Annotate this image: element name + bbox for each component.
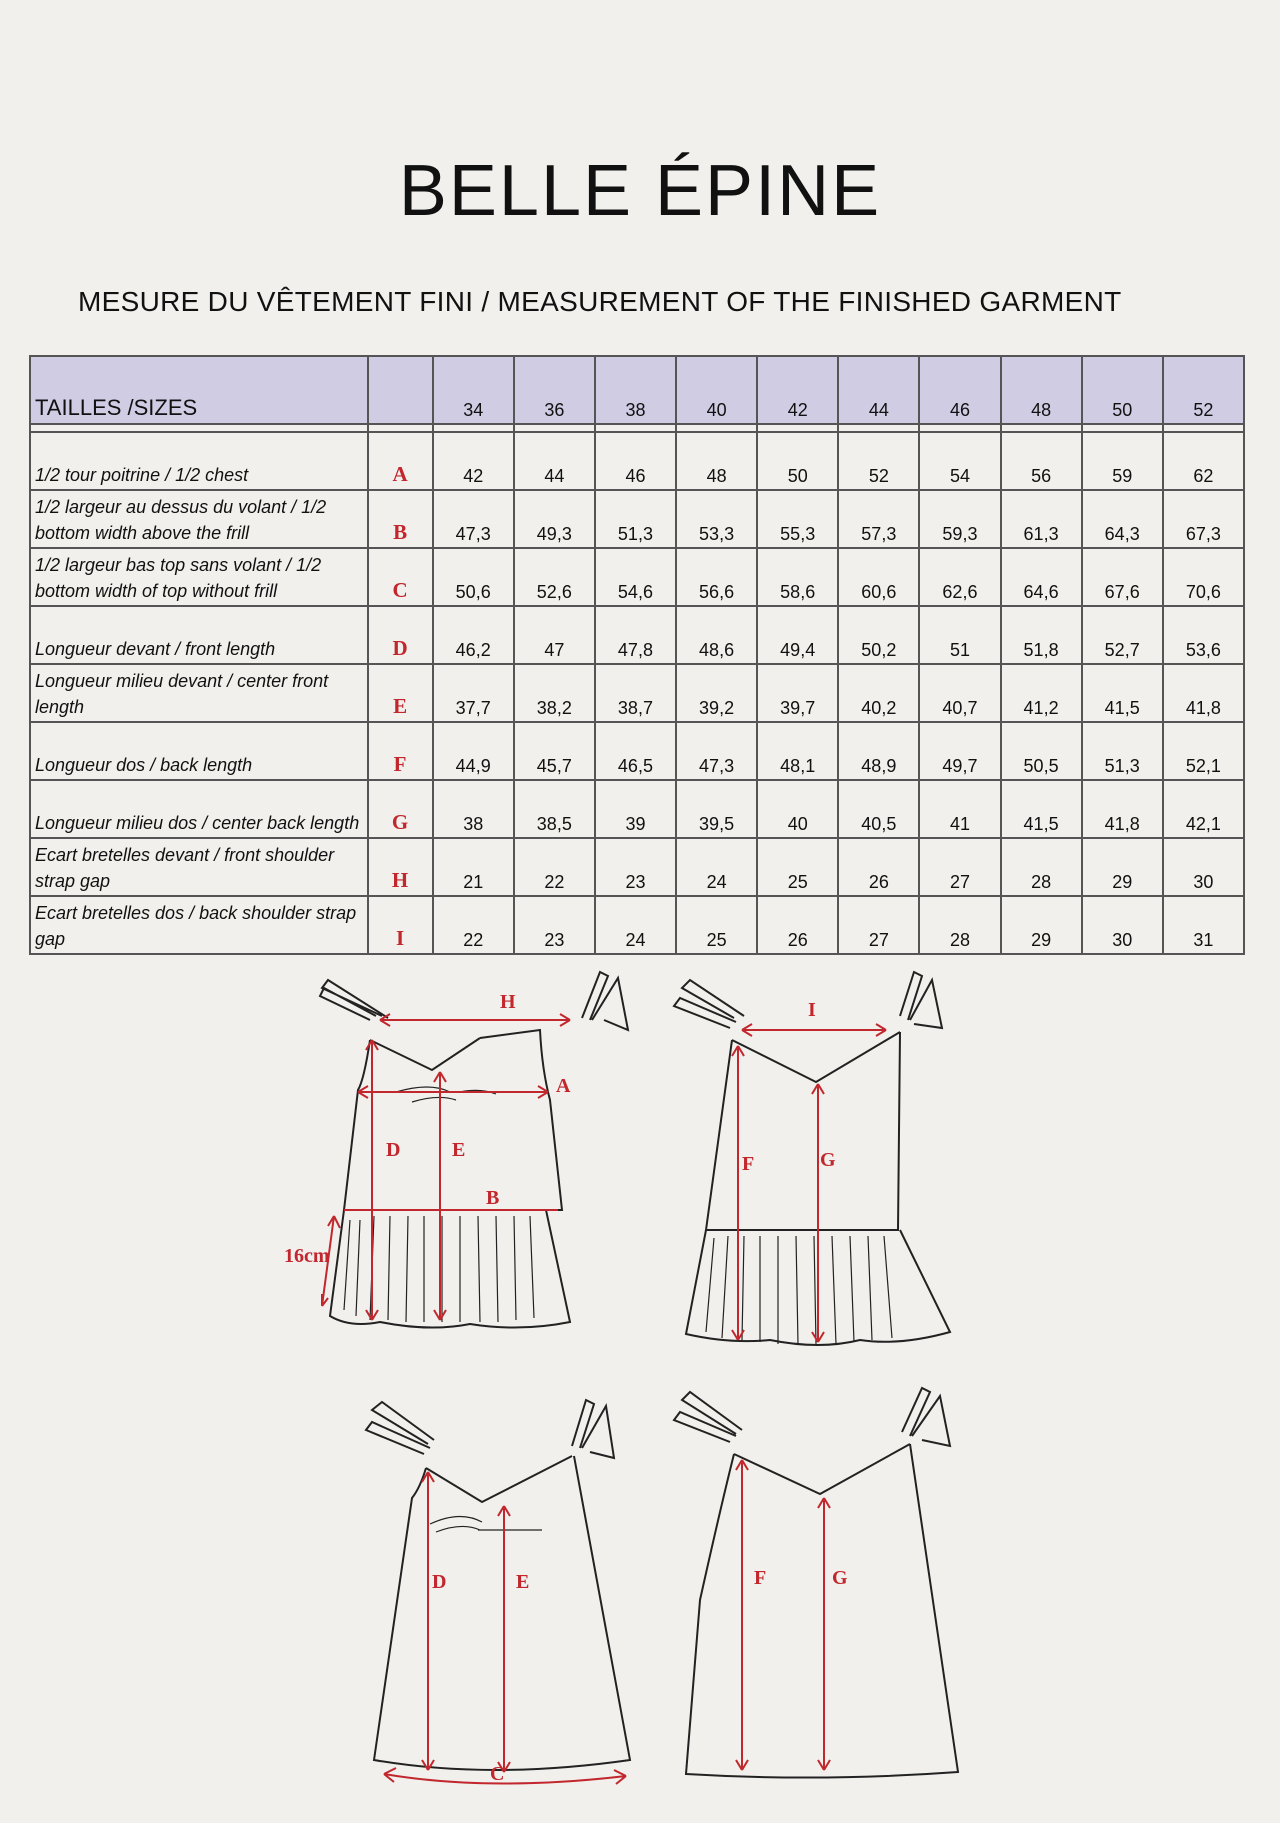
measurement-code: D bbox=[368, 606, 433, 664]
measurement-value: 39,5 bbox=[676, 780, 757, 838]
measurement-value: 24 bbox=[595, 896, 676, 954]
table-row bbox=[30, 722, 1244, 780]
measurement-value: 48,6 bbox=[676, 606, 757, 664]
measurement-label: Ecart bretelles devant / front shoulder strap gap bbox=[30, 838, 368, 896]
measurement-value: 38,7 bbox=[595, 664, 676, 722]
measurement-value: 52,7 bbox=[1082, 606, 1163, 664]
measurement-value: 67,3 bbox=[1163, 490, 1244, 548]
measurement-value: 40,7 bbox=[919, 664, 1000, 722]
measurement-code: C bbox=[368, 548, 433, 606]
spacer-cell bbox=[595, 424, 676, 432]
measurement-value: 64,6 bbox=[1001, 548, 1082, 606]
page-title: BELLE ÉPINE bbox=[398, 151, 882, 231]
spacer-cell bbox=[1082, 424, 1163, 432]
spacer-cell bbox=[919, 424, 1000, 432]
measurement-value: 46,5 bbox=[595, 722, 676, 780]
spacer-cell bbox=[676, 424, 757, 432]
measurement-value: 23 bbox=[514, 896, 595, 954]
measurement-value: 24 bbox=[676, 838, 757, 896]
measurement-value: 53,6 bbox=[1163, 606, 1244, 664]
diagram-label-G-2: G bbox=[832, 1567, 848, 1589]
diagram-label-C: C bbox=[490, 1763, 505, 1785]
measurement-value: 41 bbox=[919, 780, 1000, 838]
measurement-value: 40 bbox=[757, 780, 838, 838]
measurement-value: 44 bbox=[514, 432, 595, 490]
table-row bbox=[30, 896, 1244, 954]
measurement-value: 48 bbox=[676, 432, 757, 490]
measurement-value: 50 bbox=[757, 432, 838, 490]
measurement-value: 29 bbox=[1082, 838, 1163, 896]
measurement-value: 21 bbox=[433, 838, 514, 896]
measurement-value: 56,6 bbox=[676, 548, 757, 606]
measurement-value: 28 bbox=[919, 896, 1000, 954]
measurement-value: 58,6 bbox=[757, 548, 838, 606]
diagram-label-A: A bbox=[556, 1075, 571, 1097]
diagram-label-D: D bbox=[386, 1139, 401, 1161]
measurement-value: 26 bbox=[838, 838, 919, 896]
size-header-cell: 36 bbox=[514, 356, 595, 424]
size-header-cell: 38 bbox=[595, 356, 676, 424]
spacer-cell bbox=[1163, 424, 1244, 432]
measurement-label: Ecart bretelles dos / back shoulder strap gap bbox=[30, 896, 368, 954]
table-header-row bbox=[30, 356, 1244, 424]
table-row bbox=[30, 838, 1244, 896]
measurement-value: 38 bbox=[433, 780, 514, 838]
spacer-cell bbox=[433, 424, 514, 432]
measurement-value: 49,3 bbox=[514, 490, 595, 548]
table-row bbox=[30, 606, 1244, 664]
size-header-cell: 48 bbox=[1001, 356, 1082, 424]
measurement-value: 27 bbox=[919, 838, 1000, 896]
diagram-label-I: I bbox=[808, 999, 816, 1021]
measurement-value: 25 bbox=[757, 838, 838, 896]
measurement-value: 52,6 bbox=[514, 548, 595, 606]
diagram-label-E-2: E bbox=[516, 1571, 530, 1593]
measurement-value: 62,6 bbox=[919, 548, 1000, 606]
measurement-value: 51,8 bbox=[1001, 606, 1082, 664]
measurement-label: Longueur milieu devant / center front length bbox=[30, 664, 368, 722]
measurement-value: 47,3 bbox=[433, 490, 514, 548]
measurement-value: 70,6 bbox=[1163, 548, 1244, 606]
diagram-label-F: F bbox=[742, 1153, 755, 1175]
measurement-value: 44,9 bbox=[433, 722, 514, 780]
measurement-value: 30 bbox=[1082, 896, 1163, 954]
measurement-value: 39,2 bbox=[676, 664, 757, 722]
measurement-value: 51 bbox=[919, 606, 1000, 664]
measurement-value: 60,6 bbox=[838, 548, 919, 606]
size-header-cell: 40 bbox=[676, 356, 757, 424]
measurement-value: 59 bbox=[1082, 432, 1163, 490]
size-header-cell: 52 bbox=[1163, 356, 1244, 424]
measurement-value: 46,2 bbox=[433, 606, 514, 664]
measurement-value: 46 bbox=[595, 432, 676, 490]
measurement-value: 54 bbox=[919, 432, 1000, 490]
size-table bbox=[29, 355, 1245, 955]
measurement-value: 52 bbox=[838, 432, 919, 490]
size-header-cell: 42 bbox=[757, 356, 838, 424]
diagram-label-B: B bbox=[486, 1187, 500, 1209]
measurement-value: 22 bbox=[514, 838, 595, 896]
measurement-code: G bbox=[368, 780, 433, 838]
table-row bbox=[30, 780, 1244, 838]
table-row bbox=[30, 432, 1244, 490]
measurement-value: 55,3 bbox=[757, 490, 838, 548]
measurement-value: 41,8 bbox=[1163, 664, 1244, 722]
table-row bbox=[30, 490, 1244, 548]
measurement-value: 41,8 bbox=[1082, 780, 1163, 838]
diagram-label-D-2: D bbox=[432, 1571, 447, 1593]
measurement-code: I bbox=[368, 896, 433, 954]
code-header-cell bbox=[368, 356, 433, 424]
spacer-cell bbox=[368, 424, 433, 432]
measurement-value: 31 bbox=[1163, 896, 1244, 954]
measurement-value: 40,2 bbox=[838, 664, 919, 722]
diagram-label-E: E bbox=[452, 1139, 466, 1161]
measurement-label: Longueur dos / back length bbox=[30, 722, 368, 780]
diagram-label-F-2: F bbox=[754, 1567, 767, 1589]
measurement-value: 38,2 bbox=[514, 664, 595, 722]
measurement-value: 26 bbox=[757, 896, 838, 954]
measurement-code: E bbox=[368, 664, 433, 722]
measurement-value: 47,3 bbox=[676, 722, 757, 780]
measurement-code: H bbox=[368, 838, 433, 896]
spacer-cell bbox=[1001, 424, 1082, 432]
measurement-label: 1/2 tour poitrine / 1/2 chest bbox=[30, 432, 368, 490]
measurement-value: 42 bbox=[433, 432, 514, 490]
measurement-value: 49,7 bbox=[919, 722, 1000, 780]
measurement-value: 48,1 bbox=[757, 722, 838, 780]
measurement-label: 1/2 largeur au dessus du volant / 1/2 bottom width above the frill bbox=[30, 490, 368, 548]
measurement-value: 51,3 bbox=[595, 490, 676, 548]
back-diagram bbox=[660, 1370, 980, 1790]
measurement-value: 56 bbox=[1001, 432, 1082, 490]
measurement-value: 30 bbox=[1163, 838, 1244, 896]
measurement-value: 47,8 bbox=[595, 606, 676, 664]
measurement-value: 42,1 bbox=[1163, 780, 1244, 838]
measurement-value: 62 bbox=[1163, 432, 1244, 490]
measurement-value: 22 bbox=[433, 896, 514, 954]
measurement-code: B bbox=[368, 490, 433, 548]
spacer-cell bbox=[757, 424, 838, 432]
front-frill-diagram bbox=[284, 960, 660, 1360]
measurement-value: 51,3 bbox=[1082, 722, 1163, 780]
measurement-value: 49,4 bbox=[757, 606, 838, 664]
spacer-cell bbox=[838, 424, 919, 432]
table-row bbox=[30, 548, 1244, 606]
measurement-value: 28 bbox=[1001, 838, 1082, 896]
frill-height-label: 16cm bbox=[284, 1245, 330, 1267]
measurement-label: Longueur devant / front length bbox=[30, 606, 368, 664]
measurement-value: 50,5 bbox=[1001, 722, 1082, 780]
size-header-cell: 44 bbox=[838, 356, 919, 424]
measurement-value: 39,7 bbox=[757, 664, 838, 722]
measurement-value: 50,6 bbox=[433, 548, 514, 606]
measurement-value: 64,3 bbox=[1082, 490, 1163, 548]
front-diagram bbox=[350, 1380, 650, 1800]
measurement-label: 1/2 largeur bas top sans volant / 1/2 bottom width of top without frill bbox=[30, 548, 368, 606]
measurement-value: 53,3 bbox=[676, 490, 757, 548]
diagram-label-H: H bbox=[500, 991, 516, 1013]
measurement-code: A bbox=[368, 432, 433, 490]
measurement-value: 40,5 bbox=[838, 780, 919, 838]
measurement-value: 48,9 bbox=[838, 722, 919, 780]
diagram-label-G: G bbox=[820, 1149, 836, 1171]
spacer-cell bbox=[514, 424, 595, 432]
measurement-label: Longueur milieu dos / center back length bbox=[30, 780, 368, 838]
table-spacer-row bbox=[30, 424, 1244, 432]
measurement-value: 47 bbox=[514, 606, 595, 664]
measurement-value: 23 bbox=[595, 838, 676, 896]
measurement-value: 67,6 bbox=[1082, 548, 1163, 606]
measurement-value: 39 bbox=[595, 780, 676, 838]
measurement-value: 52,1 bbox=[1163, 722, 1244, 780]
size-header-cell: 46 bbox=[919, 356, 1000, 424]
measurement-value: 25 bbox=[676, 896, 757, 954]
measurement-value: 45,7 bbox=[514, 722, 595, 780]
measurement-value: 41,2 bbox=[1001, 664, 1082, 722]
measurement-code: F bbox=[368, 722, 433, 780]
size-header-cell: 34 bbox=[433, 356, 514, 424]
measurement-value: 54,6 bbox=[595, 548, 676, 606]
measurement-value: 41,5 bbox=[1001, 780, 1082, 838]
section-subtitle: MESURE DU VÊTEMENT FINI / MEASUREMENT OF THE FINISHED GARMENT bbox=[78, 286, 1122, 317]
spacer-cell bbox=[30, 424, 368, 432]
measurement-value: 27 bbox=[838, 896, 919, 954]
measurement-value: 59,3 bbox=[919, 490, 1000, 548]
table-row bbox=[30, 664, 1244, 722]
size-header-cell: 50 bbox=[1082, 356, 1163, 424]
back-frill-diagram bbox=[660, 960, 980, 1360]
sizes-header-label: TAILLES /SIZES bbox=[30, 356, 368, 424]
measurement-value: 50,2 bbox=[838, 606, 919, 664]
measurement-value: 29 bbox=[1001, 896, 1082, 954]
measurement-value: 61,3 bbox=[1001, 490, 1082, 548]
measurement-value: 37,7 bbox=[433, 664, 514, 722]
measurement-value: 41,5 bbox=[1082, 664, 1163, 722]
measurement-value: 57,3 bbox=[838, 490, 919, 548]
measurement-value: 38,5 bbox=[514, 780, 595, 838]
